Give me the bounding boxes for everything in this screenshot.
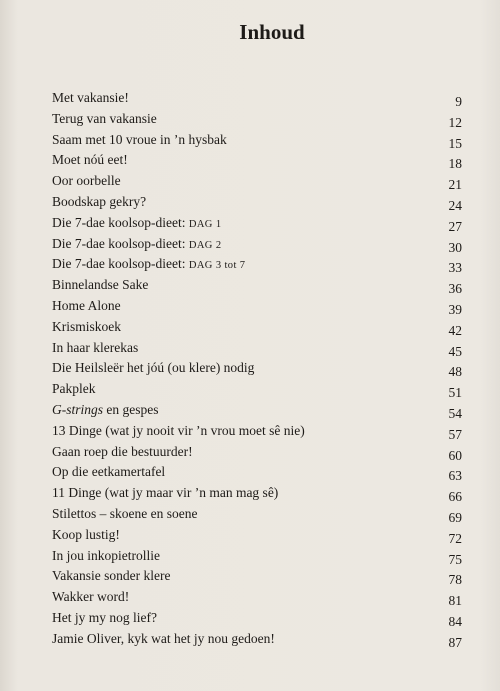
toc-entry-page-number: 27 — [448, 218, 462, 234]
toc-entry-title — [52, 213, 221, 236]
toc-entry — [52, 109, 462, 130]
toc-entry-title — [52, 525, 120, 546]
toc-entry-page-number: 30 — [448, 239, 462, 255]
toc-entry-title — [52, 150, 128, 171]
toc-entry-title — [52, 546, 160, 567]
toc-entry — [52, 296, 462, 317]
toc-entry-page-number: 60 — [448, 447, 462, 463]
toc-entry — [52, 462, 462, 483]
toc-entry-page-number: 54 — [448, 405, 462, 421]
toc-entry-page-number: 69 — [448, 509, 462, 525]
toc-entry-title-text: Die Heilsleër het jóú (ou klere) nodig — [52, 360, 255, 376]
toc-entry-title-text: Binnelandse Sake — [52, 277, 149, 293]
toc-entry-page-number: 81 — [448, 593, 462, 609]
toc-entry-page-number: 51 — [448, 385, 462, 401]
toc-entry-page-number: 24 — [448, 197, 462, 213]
toc-entry-title-text: Koop lustig! — [52, 526, 120, 542]
toc-entry — [52, 275, 462, 296]
toc-entry-title — [52, 192, 146, 213]
toc-entry-title-text: Die 7-dae koolsop-dieet: — [52, 235, 186, 251]
toc-entry-page-number: 15 — [448, 135, 462, 151]
toc-entry — [52, 629, 462, 650]
toc-entry-page-number: 75 — [448, 551, 462, 567]
toc-entry-title — [52, 442, 193, 463]
toc-entry — [52, 213, 462, 234]
toc-entry-title-text: Krismiskoek — [52, 318, 121, 334]
toc-entry-title — [52, 338, 138, 359]
toc-entry — [52, 608, 462, 629]
toc-entry-page-number: 21 — [448, 177, 462, 193]
toc-entry — [52, 525, 462, 546]
toc-entry-title-text: Stilettos – skoene en soene — [52, 505, 198, 521]
toc-entry-title-text: Pakplek — [52, 381, 96, 397]
toc-entry — [52, 338, 462, 359]
page-title: Inhoud — [239, 20, 305, 44]
toc-entry-title-text: In haar klerekas — [52, 339, 139, 355]
toc-entry — [52, 546, 462, 567]
toc-entry-day-suffix: DAG 3 tot 7 — [188, 260, 246, 272]
toc-entry-title-text: Het jy my nog lief? — [52, 609, 157, 625]
toc-entry-title — [52, 130, 227, 151]
toc-entry-title — [52, 317, 121, 338]
toc-entry — [52, 504, 462, 525]
toc-entry-title-text: en gespes — [103, 401, 159, 417]
toc-entry-title — [52, 379, 96, 400]
toc-entry-page-number: 36 — [448, 281, 462, 297]
toc-entry-page-number: 72 — [448, 530, 462, 546]
toc-entry-title — [52, 275, 148, 296]
toc-entry-title-text: Oor oorbelle — [52, 173, 121, 189]
toc-entry-title-text: Boodskap gekry? — [52, 193, 147, 209]
toc-entry — [52, 587, 462, 608]
toc-entry — [52, 130, 462, 151]
toc-entry-title-text: Met vakansie! — [52, 90, 129, 105]
toc-entry-page-number: 84 — [448, 613, 462, 629]
toc-entry-day-suffix: DAG 1 — [188, 218, 222, 230]
toc-entry-title — [52, 171, 121, 192]
toc-entry-title-text: In jou inkopietrollie — [52, 547, 160, 563]
toc-entry-page-number: 12 — [448, 114, 462, 130]
toc-entry-page-number: 18 — [448, 156, 462, 172]
toc-entry-title — [52, 504, 197, 525]
toc-entry — [52, 400, 462, 421]
toc-entry-title — [52, 109, 157, 130]
toc-entry-page-number: 39 — [448, 301, 462, 317]
toc-entry-page-number: 57 — [448, 426, 462, 442]
toc-entry-page-number: 33 — [448, 260, 462, 276]
toc-entry-page-number: 63 — [448, 468, 462, 484]
toc-entry — [52, 254, 462, 275]
toc-entry — [52, 442, 462, 463]
toc-entry — [52, 358, 462, 379]
toc-entry-title — [52, 234, 221, 257]
toc-entry-page-number: 66 — [448, 489, 462, 505]
toc-entry-title — [52, 88, 129, 109]
toc-entry — [52, 171, 462, 192]
toc-entry-title-text: Moet nóú eet! — [52, 152, 128, 168]
toc-entry — [52, 150, 462, 171]
toc-entry-title-text: Op die eetkamertafel — [52, 464, 166, 480]
toc-entry-title-text: Terug van vakansie — [52, 110, 157, 126]
toc-entry-title — [52, 462, 165, 483]
toc-entry-title-text: Jamie Oliver, kyk wat het jy nou gedoen! — [52, 630, 275, 646]
toc-entry-title-text: Die 7-dae koolsop-dieet: — [52, 214, 186, 230]
toc-entry-title — [52, 608, 157, 629]
toc-entry-title — [52, 566, 170, 587]
toc-entry — [52, 234, 462, 255]
toc-entry — [52, 88, 462, 109]
toc-entry-page-number: 48 — [448, 364, 462, 380]
toc-entry-title — [52, 400, 159, 421]
toc-entry — [52, 483, 462, 504]
toc-entry-page-number: 45 — [448, 343, 462, 359]
toc-entry-title-text: 11 Dinge (wat jy maar vir ’n man mag sê) — [52, 485, 279, 501]
toc-entry-title — [52, 421, 305, 442]
toc-entry — [52, 192, 462, 213]
toc-entry-title-text: 13 Dinge (wat jy nooit vir ’n vrou moet sê nie) — [52, 422, 305, 438]
toc-entry-page-number: 78 — [448, 572, 462, 588]
toc-entry-day-suffix: DAG 2 — [188, 239, 222, 251]
toc-entry-page-number: 42 — [448, 322, 462, 338]
toc-entry-title — [52, 629, 275, 650]
toc-entry — [52, 421, 462, 442]
toc-entry-title-text: Home Alone — [52, 297, 121, 313]
toc-entry — [52, 379, 462, 400]
toc-entry-title — [52, 296, 121, 317]
toc-entry-title-text: Gaan roep die bestuurder! — [52, 443, 193, 459]
toc-entry-title — [52, 587, 129, 608]
toc-entry-title — [52, 358, 254, 379]
toc-entry-title-italic: G-strings — [52, 401, 104, 417]
toc-entry-page-number: 87 — [448, 634, 462, 650]
toc-entry-title — [52, 483, 278, 504]
toc-entry-page-number: 9 — [455, 94, 462, 109]
toc-entry — [52, 566, 462, 587]
toc-entry-title-text: Wakker word! — [52, 589, 130, 605]
table-of-contents — [52, 88, 462, 650]
toc-entry-title-text: Die 7-dae koolsop-dieet: — [52, 256, 186, 272]
toc-entry — [52, 317, 462, 338]
toc-entry-title-text: Vakansie sonder klere — [52, 568, 171, 584]
toc-entry-title — [52, 254, 245, 277]
toc-entry-title-text: Saam met 10 vroue in ’n hysbak — [52, 131, 227, 147]
